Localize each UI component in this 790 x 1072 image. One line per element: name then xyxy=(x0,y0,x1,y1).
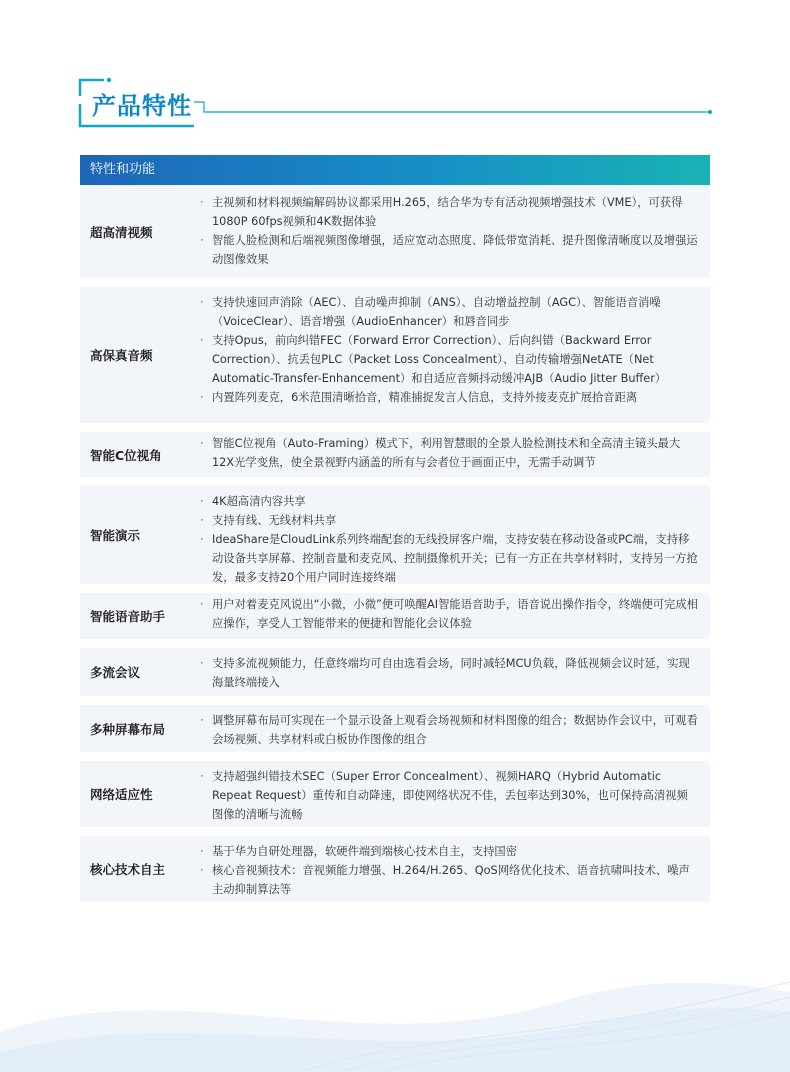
list-item: · IdeaShare是CloudLink系列终端配套的无线投屏客户端，支持安装在移动设备或PC端，支持移动设备共享屏幕、控制音量和麦克风、控制摄像机开关；已有一方正在共享材料时，支持另一方抢发，最多支持20个用户同时连接终端 xyxy=(200,533,698,584)
feature-description xyxy=(200,836,710,902)
feature-description xyxy=(200,432,710,477)
section-title-block xyxy=(74,74,714,134)
list-item: · 智能人脸检测和后端视频图像增强，适应宽动态照度、降低带宽消耗、提升图像清晰度以及增强运动图像效果 xyxy=(200,234,698,266)
list-item: · 核心音视频技术：音视频能力增强、H.264/H.265、QoS网络优化技术、语音抗啸叫技术、噪声主动抑制算法等 xyxy=(200,864,690,896)
feature-name: 智能演示 xyxy=(90,528,141,543)
feature-description xyxy=(200,287,710,423)
feature-name: 多流会议 xyxy=(90,665,141,680)
table-row xyxy=(80,486,710,593)
feature-description xyxy=(200,593,710,639)
table-row xyxy=(80,705,710,761)
list-item: · 主视频和材料视频编解码协议都采用H.265，结合华为专有活动视频增强技术（VME），可获得1080P 60fps视频和4K数据体验 xyxy=(200,196,683,228)
feature-description xyxy=(200,761,710,827)
feature-name: 智能语音助手 xyxy=(90,609,166,624)
list-item: · 支持有线、无线材料共享 xyxy=(200,514,337,527)
feature-name: 智能C位视角 xyxy=(90,447,162,463)
table-row xyxy=(80,761,710,836)
table-row xyxy=(80,287,710,432)
feature-description xyxy=(200,705,710,752)
feature-name: 核心技术自主 xyxy=(90,862,166,877)
list-item: · 4K超高清内容共享 xyxy=(200,495,306,508)
list-item: · 支持多流视频能力，任意终端均可自由选看会场，同时减轻MCU负载，降低视频会议时延，实现海量终端接入 xyxy=(200,657,690,689)
feature-name: 网络适应性 xyxy=(90,787,153,802)
feature-description xyxy=(200,486,710,584)
feature-name: 多种屏幕布局 xyxy=(90,721,166,737)
table-row xyxy=(80,593,710,648)
list-item: · 用户对着麦克风说出“小微，小微”便可唤醒AI智能语音助手，语音说出操作指令，终端便可完成相应操作，享受人工智能带来的便捷和智能化会议体验 xyxy=(200,598,698,630)
feature-description xyxy=(200,185,710,278)
list-item: · 支持快速回声消除（AEC）、自动噪声抑制（ANS）、自动增益控制（AGC）、智能语音消噪（VoiceClear）、语音增强（AudioEnhancer）和唇音同步 xyxy=(200,296,661,328)
table-row xyxy=(80,185,710,287)
list-item: · 基于华为自研处理器，软硬件端到端核心技术自主，支持国密 xyxy=(200,845,518,858)
list-item: · 内置阵列麦克，6米范围清晰拾音，精准捕捉发言人信息，支持外接麦克扩展拾音距离 xyxy=(200,391,638,404)
table-header: 特性和功能 xyxy=(80,155,710,185)
table-row xyxy=(80,836,710,911)
list-item: · 支持Opus，前向纠错FEC（Forward Error Correction）、后向纠错（Backward Error Correction）、抗丢包PLC（Packet Loss Concealment）、自动传输增强NetATE（Net Automatic-Transfer-Enhancement）和自适应音频抖动缓冲AJB（Audio Jitter Buffer） xyxy=(200,334,667,385)
list-item: · 智能C位视角（Auto-Framing）模式下，利用智慧眼的全景人脸检测技术和全高清主镜头最大12X光学变焦，使全景视野内涵盖的所有与会者位于画面正中，无需手动调节 xyxy=(200,437,681,469)
feature-name: 高保真音频 xyxy=(90,348,153,363)
list-item: · 支持超强纠错技术SEC（Super Error Concealment）、视频HARQ（Hybrid Automatic Repeat Request）重传和自动降速，即使网络状况不佳，丢包率达到30%，也可保持高清视频图像的清晰与流畅 xyxy=(200,770,688,821)
background-wave-decoration xyxy=(0,912,790,1072)
page-title: 产品特性 xyxy=(92,92,192,120)
table-row xyxy=(80,432,710,486)
feature-table xyxy=(80,155,710,911)
feature-name: 超高清视频 xyxy=(90,224,153,240)
list-item: · 调整屏幕布局可实现在一个显示设备上观看会场视频和材料图像的组合；数据协作会议中，可观看会场视频、共享材料或白板协作图像的组合 xyxy=(200,714,698,746)
table-row xyxy=(80,648,710,705)
feature-description xyxy=(200,648,710,696)
